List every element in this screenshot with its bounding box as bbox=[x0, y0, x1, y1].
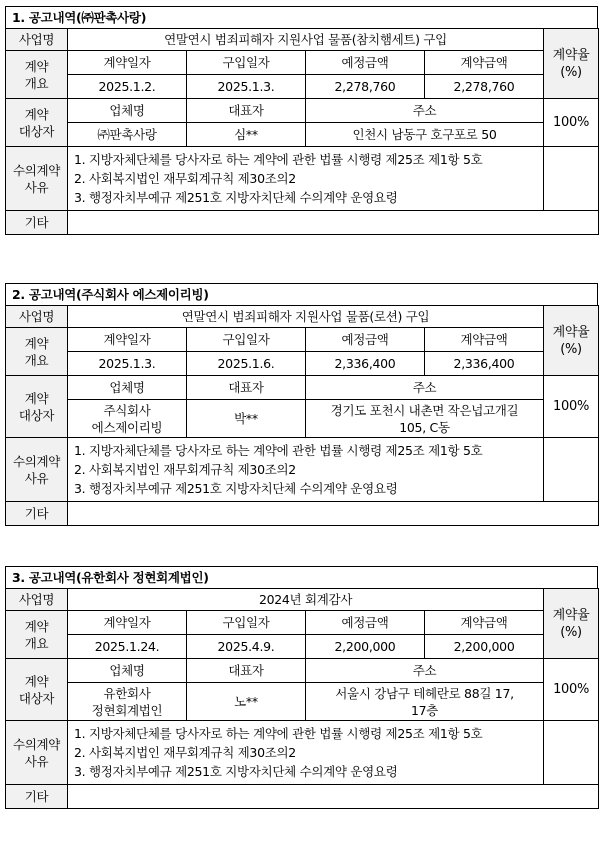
reason-item: 1. 지방자체단체를 당사자로 하는 계약에 관한 법률 시행령 제25조 제1항 5호 bbox=[74, 726, 483, 741]
address: 경기도 포천시 내촌면 작은넙고개길 105, C동 bbox=[306, 400, 544, 438]
reason-item: 3. 행정자치부예규 제251호 지방자치단체 수의계약 운영요령 bbox=[74, 190, 398, 205]
company-label: 업체명 bbox=[68, 659, 187, 683]
representative: 노** bbox=[187, 683, 306, 721]
reason-label: 수의계약 사유 bbox=[6, 438, 68, 502]
reason-list bbox=[68, 147, 544, 211]
address: 서울시 강남구 테헤란로 88길 17, 17층 bbox=[306, 683, 544, 721]
purchase-date-label: 구입일자 bbox=[187, 328, 306, 352]
notice-title: 2. 공고내역(주식회사 에스제이리빙) bbox=[5, 283, 598, 305]
contract-overview-label: 계약 개요 bbox=[6, 51, 68, 99]
notice-1 bbox=[5, 6, 598, 235]
business-name: 연말연시 범죄피해자 지원사업 물품(참치햄세트) 구입 bbox=[68, 29, 544, 51]
contract-date: 2025.1.2. bbox=[68, 75, 187, 99]
contract-amount: 2,278,760 bbox=[425, 75, 544, 99]
etc-value bbox=[68, 502, 599, 526]
contract-overview-label: 계약 개요 bbox=[6, 611, 68, 659]
reason-item: 1. 지방자체단체를 당사자로 하는 계약에 관한 법률 시행령 제25조 제1항 5호 bbox=[74, 443, 483, 458]
address-label: 주소 bbox=[306, 99, 544, 123]
address-label: 주소 bbox=[306, 659, 544, 683]
contract-amount-label: 계약금액 bbox=[425, 51, 544, 75]
purchase-date: 2025.4.9. bbox=[187, 635, 306, 659]
company-name: 유한회사 정현회계법인 bbox=[68, 683, 187, 721]
etc-label: 기타 bbox=[6, 785, 68, 809]
address-label: 주소 bbox=[306, 376, 544, 400]
contract-date: 2025.1.24. bbox=[68, 635, 187, 659]
rate-value bbox=[544, 438, 599, 502]
company-name: ㈜판촉사랑 bbox=[68, 123, 187, 147]
etc-label: 기타 bbox=[6, 211, 68, 235]
notice-title: 3. 공고내역(유한회사 정현회계법인) bbox=[5, 566, 598, 588]
rate-header: 계약율 (%) bbox=[544, 306, 599, 376]
rate-value: 100% bbox=[544, 659, 599, 721]
contract-amount-label: 계약금액 bbox=[425, 328, 544, 352]
rate-header: 계약율 (%) bbox=[544, 29, 599, 99]
estimated-amount-label: 예정금액 bbox=[306, 51, 425, 75]
business-name: 2024년 회계감사 bbox=[68, 589, 544, 611]
reason-item: 2. 사회복지법인 재무회계규칙 제30조의2 bbox=[74, 171, 296, 186]
company-label: 업체명 bbox=[68, 376, 187, 400]
reason-item: 2. 사회복지법인 재무회계규칙 제30조의2 bbox=[74, 745, 296, 760]
notice-table bbox=[5, 28, 599, 235]
contract-amount-label: 계약금액 bbox=[425, 611, 544, 635]
rate-header: 계약율 (%) bbox=[544, 589, 599, 659]
reason-label: 수의계약 사유 bbox=[6, 147, 68, 211]
address: 인천시 남동구 호구포로 50 bbox=[306, 123, 544, 147]
representative: 박** bbox=[187, 400, 306, 438]
reason-item: 1. 지방자체단체를 당사자로 하는 계약에 관한 법률 시행령 제25조 제1항 5호 bbox=[74, 152, 483, 167]
company-label: 업체명 bbox=[68, 99, 187, 123]
reason-list bbox=[68, 438, 544, 502]
estimated-amount: 2,278,760 bbox=[306, 75, 425, 99]
contract-date-label: 계약일자 bbox=[68, 328, 187, 352]
estimated-amount-label: 예정금액 bbox=[306, 611, 425, 635]
notice-table bbox=[5, 588, 599, 809]
etc-value bbox=[68, 785, 599, 809]
contract-date-label: 계약일자 bbox=[68, 51, 187, 75]
business-label: 사업명 bbox=[6, 306, 68, 328]
reason-item: 2. 사회복지법인 재무회계규칙 제30조의2 bbox=[74, 462, 296, 477]
company-name: 주식회사 에스제이리빙 bbox=[68, 400, 187, 438]
contract-date: 2025.1.3. bbox=[68, 352, 187, 376]
rate-value: 100% bbox=[544, 376, 599, 438]
contract-amount: 2,336,400 bbox=[425, 352, 544, 376]
reason-list bbox=[68, 721, 544, 785]
contract-party-label: 계약 대상자 bbox=[6, 376, 68, 438]
etc-value bbox=[68, 211, 599, 235]
estimated-amount: 2,200,000 bbox=[306, 635, 425, 659]
purchase-date-label: 구입일자 bbox=[187, 51, 306, 75]
reason-item: 3. 행정자치부예규 제251호 지방자치단체 수의계약 운영요령 bbox=[74, 481, 398, 496]
rate-value: 100% bbox=[544, 99, 599, 147]
business-name: 연말연시 범죄피해자 지원사업 물품(로션) 구입 bbox=[68, 306, 544, 328]
contract-overview-label: 계약 개요 bbox=[6, 328, 68, 376]
rate-value bbox=[544, 721, 599, 785]
representative-label: 대표자 bbox=[187, 376, 306, 400]
contract-date-label: 계약일자 bbox=[68, 611, 187, 635]
purchase-date-label: 구입일자 bbox=[187, 611, 306, 635]
contract-amount: 2,200,000 bbox=[425, 635, 544, 659]
representative-label: 대표자 bbox=[187, 99, 306, 123]
purchase-date: 2025.1.6. bbox=[187, 352, 306, 376]
purchase-date: 2025.1.3. bbox=[187, 75, 306, 99]
etc-label: 기타 bbox=[6, 502, 68, 526]
notice-table bbox=[5, 305, 599, 526]
notice-3 bbox=[5, 566, 598, 809]
rate-value bbox=[544, 147, 599, 211]
contract-party-label: 계약 대상자 bbox=[6, 659, 68, 721]
representative-label: 대표자 bbox=[187, 659, 306, 683]
business-label: 사업명 bbox=[6, 589, 68, 611]
reason-item: 3. 행정자치부예규 제251호 지방자치단체 수의계약 운영요령 bbox=[74, 764, 398, 779]
notice-2 bbox=[5, 283, 598, 526]
representative: 심** bbox=[187, 123, 306, 147]
estimated-amount-label: 예정금액 bbox=[306, 328, 425, 352]
notice-title: 1. 공고내역(㈜판촉사랑) bbox=[5, 6, 598, 28]
reason-label: 수의계약 사유 bbox=[6, 721, 68, 785]
business-label: 사업명 bbox=[6, 29, 68, 51]
estimated-amount: 2,336,400 bbox=[306, 352, 425, 376]
contract-party-label: 계약 대상자 bbox=[6, 99, 68, 147]
